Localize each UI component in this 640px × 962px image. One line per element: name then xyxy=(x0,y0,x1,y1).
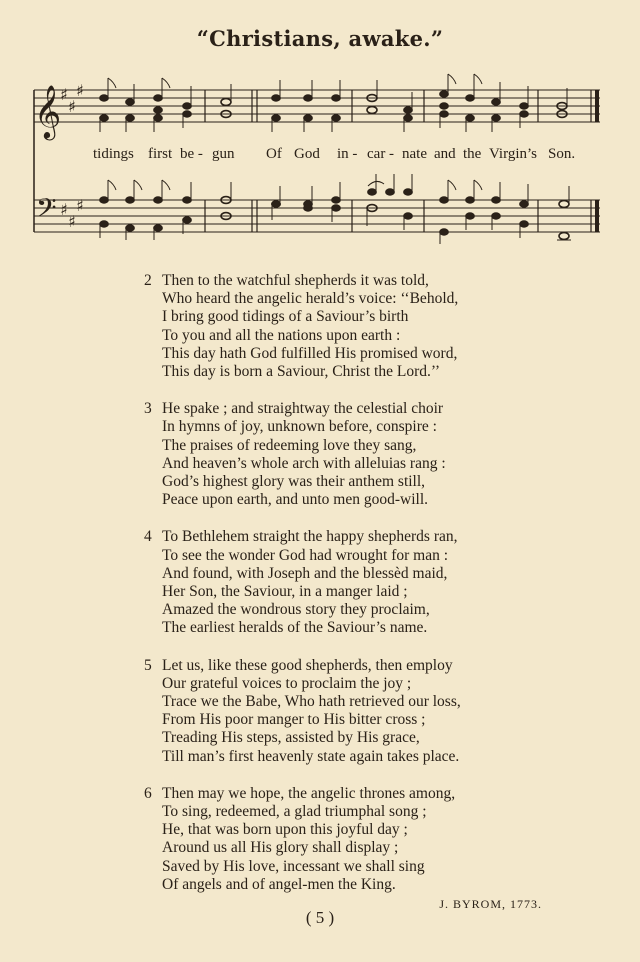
lyric-syllable: Of xyxy=(266,146,282,162)
verse-line: To see the wonder God had wrought for man : xyxy=(162,546,449,564)
lyric-syllable: God xyxy=(294,146,320,162)
verse-line: Then to the watchful shepherds it was told, xyxy=(162,272,429,289)
verse-line: To sing, redeemed, a glad triumphal song ; xyxy=(162,803,427,821)
verse xyxy=(145,272,461,381)
verse-line: I bring good tidings of a Saviour’s birth xyxy=(162,308,409,326)
svg-text:♯: ♯ xyxy=(60,200,68,219)
svg-text:♯: ♯ xyxy=(76,196,84,215)
verse-line: And found, with Joseph and the blessèd maid, xyxy=(162,564,448,582)
verse-line: Her Son, the Saviour, in a manger laid ; xyxy=(162,583,408,601)
svg-text:𝄞: 𝄞 xyxy=(34,84,62,138)
svg-text:♯: ♯ xyxy=(60,85,68,104)
verse-line: Trace we the Babe, Who hath retrieved our loss, xyxy=(162,693,461,711)
verse-line: Saved by His love, incessant we shall sing xyxy=(162,857,425,875)
verse-line: Our grateful voices to proclaim the joy ; xyxy=(162,674,412,692)
author-credit: J. BYROM, 1773. xyxy=(439,897,542,911)
lyric-syllable: in - xyxy=(337,146,358,162)
verse-line: Till man’s first heavenly state again takes place. xyxy=(162,747,460,765)
verse-line: This day is born a Saviour, Christ the Lord.’’ xyxy=(162,363,441,381)
verse-line: Amazed the wondrous story they proclaim, xyxy=(162,601,430,619)
verse-number: 3 xyxy=(144,400,152,418)
svg-text:𝄢: 𝄢 xyxy=(36,192,57,230)
verse-line: The earliest heralds of the Saviour’s name. xyxy=(162,619,428,637)
verse-line: God’s highest glory was their anthem still, xyxy=(162,473,426,491)
verse-line: This day hath God fulfilled His promised word, xyxy=(162,344,458,362)
treble-staff xyxy=(34,90,600,122)
verse-number: 4 xyxy=(144,528,152,546)
verses xyxy=(145,272,461,913)
svg-text:♯: ♯ xyxy=(76,81,84,100)
verse xyxy=(145,657,461,766)
lyric-syllable: the xyxy=(463,146,482,162)
verse xyxy=(145,400,461,509)
verse-line: Then may we hope, the angelic thrones among, xyxy=(162,784,456,802)
verse-line: Let us, like these good shepherds, then employ xyxy=(162,656,453,674)
lyric-syllable: Virgin’s xyxy=(489,146,537,162)
verse-line: Around us all His glory shall display ; xyxy=(162,839,399,857)
verse-line: In hymns of joy, unknown before, conspire : xyxy=(162,418,437,436)
bass-staff xyxy=(34,200,600,232)
verse-line: Treading His steps, assisted by His grace, xyxy=(162,729,420,747)
verse-number: 6 xyxy=(144,784,152,802)
verse-line: To Bethlehem straight the happy shepherds ran, xyxy=(162,528,458,546)
verse xyxy=(145,785,461,894)
verse-line: Peace upon earth, and unto men good-will. xyxy=(162,491,429,509)
verse-line: To you and all the nations upon earth : xyxy=(162,326,401,344)
verse-line: He spake ; and straightway the celestial choir xyxy=(162,400,444,418)
lyric-syllable: and xyxy=(434,146,456,162)
verse-line: The praises of redeeming love they sang, xyxy=(162,436,417,454)
lyric-syllable: nate xyxy=(402,146,427,162)
svg-text:♯: ♯ xyxy=(68,212,76,231)
verse-number: 5 xyxy=(144,656,152,674)
page-number: ( 5 ) xyxy=(305,908,335,927)
lyric-syllable: be - xyxy=(180,146,203,162)
lyric-syllable: car - xyxy=(367,146,395,162)
svg-text:♯: ♯ xyxy=(68,97,76,116)
verse-line: Of angels and of angel-men the King. xyxy=(162,875,396,893)
lyric-syllable: first xyxy=(148,146,173,162)
lyric-syllable: tidings xyxy=(93,146,134,162)
verse-number: 2 xyxy=(144,272,152,289)
lyric-syllable: gun xyxy=(212,146,235,162)
verse-line: He, that was born upon this joyful day ; xyxy=(162,821,408,839)
hymn-title: “Christians, awake.” xyxy=(196,26,444,51)
verse-line: Who heard the angelic herald’s voice: ‘‘Behold, xyxy=(162,290,459,308)
verse-line: From His poor manger to His bitter cross ; xyxy=(162,711,426,729)
lyric-syllable: Son. xyxy=(548,146,576,162)
verse-line: And heaven’s whole arch with alleluias rang : xyxy=(162,454,446,472)
verse xyxy=(145,528,461,637)
